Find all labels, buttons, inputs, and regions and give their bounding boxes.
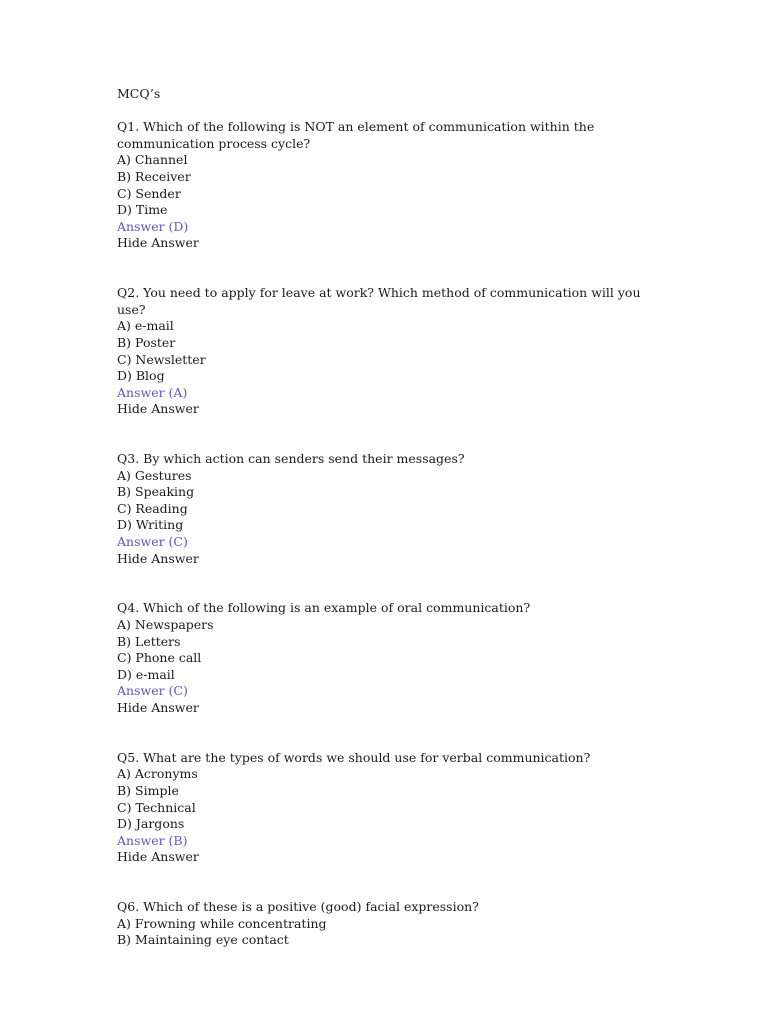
option-a: A) Frowning while concentrating <box>117 915 327 931</box>
option-a: A) Acronyms <box>117 766 198 782</box>
document-title: MCQ’s <box>117 86 161 101</box>
option-b: B) Maintaining eye contact <box>117 932 289 948</box>
hide-answer-link[interactable]: Hide Answer <box>117 401 199 417</box>
option-a: A) Newspapers <box>117 617 214 632</box>
question-text: Q1. Which of the following is NOT an element of communication within the communication process cycle? <box>117 119 595 151</box>
option-d: D) Writing <box>117 517 184 533</box>
option-b: B) Simple <box>117 782 179 798</box>
question-block <box>117 600 657 716</box>
answer-link[interactable]: Answer (A) <box>117 384 188 400</box>
option-c: C) Phone call <box>117 650 202 666</box>
answer-link[interactable]: Answer (C) <box>117 683 188 699</box>
hide-answer-link[interactable]: Hide Answer <box>117 849 199 865</box>
option-d: D) Time <box>117 202 168 218</box>
hide-answer-link[interactable]: Hide Answer <box>117 235 199 251</box>
question-text: Q4. Which of the following is an example of oral communication? <box>117 600 531 616</box>
question-block <box>117 451 657 567</box>
option-b: B) Receiver <box>117 168 191 184</box>
answer-link[interactable]: Answer (D) <box>117 218 189 234</box>
option-b: B) Poster <box>117 334 176 350</box>
question-block <box>117 285 657 418</box>
option-a: A) Channel <box>117 152 188 168</box>
option-c: C) Sender <box>117 185 181 201</box>
option-b: B) Letters <box>117 633 181 649</box>
option-c: C) Newsletter <box>117 351 206 367</box>
hide-answer-link[interactable]: Hide Answer <box>117 699 199 715</box>
option-c: C) Technical <box>117 799 196 815</box>
question-text: Q3. By which action can senders send their messages? <box>117 451 465 467</box>
question-block <box>117 750 657 866</box>
question-text: Q2. You need to apply for leave at work? Which method of communication will you use? <box>117 285 641 317</box>
option-d: D) e-mail <box>117 666 175 682</box>
option-a: A) Gestures <box>117 467 192 483</box>
question-block <box>117 119 657 252</box>
option-d: D) Jargons <box>117 816 185 832</box>
option-a: A) e-mail <box>117 318 174 334</box>
option-c: C) Reading <box>117 500 188 516</box>
hide-answer-link[interactable]: Hide Answer <box>117 550 199 566</box>
option-d: D) Blog <box>117 368 165 384</box>
document-page <box>117 86 657 982</box>
question-text: Q5. What are the types of words we should use for verbal communication? <box>117 749 591 765</box>
question-block <box>117 899 657 949</box>
question-text: Q6. Which of these is a positive (good) facial expression? <box>117 899 479 915</box>
answer-link[interactable]: Answer (C) <box>117 534 188 550</box>
option-b: B) Speaking <box>117 484 195 500</box>
answer-link[interactable]: Answer (B) <box>117 832 188 848</box>
